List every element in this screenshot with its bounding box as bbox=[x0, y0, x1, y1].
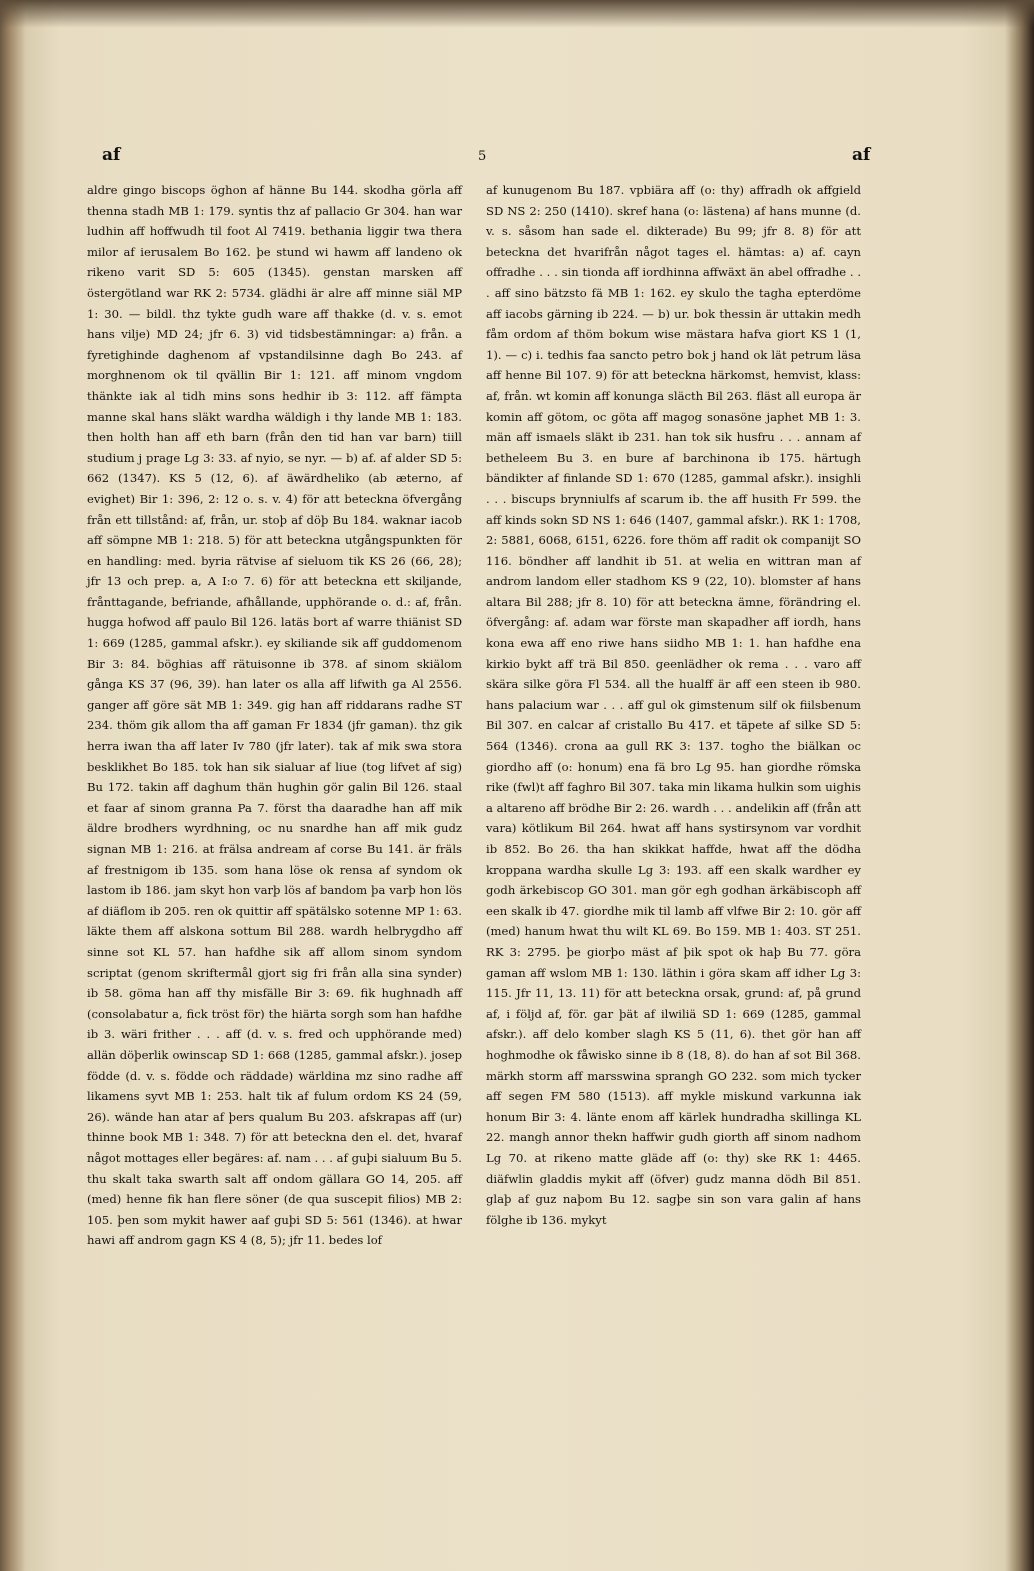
running-head-left: af bbox=[102, 145, 121, 165]
text-column-right bbox=[486, 180, 861, 1230]
running-head-right: af bbox=[852, 145, 871, 165]
page-top-shadow bbox=[0, 0, 1034, 28]
page-number: 5 bbox=[478, 149, 487, 164]
column-left-text: aldre gingo biscops öghon af hänne Bu 144. skodha görla aff thenna stadh MB 1: 179. syntis thz af pallacio Gr 304. han war ludhin aff hoffwudh til foot Al 7419. bethania liggir twa thera milor af ierusalem Bo 162. þe stund wi hawm aff landeno ok rikeno varit SD 5: 605 (1345). genstan marsken aff östergötland war RK 2: 5734. glädhi är alre aff minne siäl MP 1: 30. — bildl. thz tykte gudh ware aff thakke (d. v. s. emot hans vilje) MD 24; jfr 6. 3) vid tidsbestämningar: a) från. a fyretighinde daghenom af vpstandilsinne dagh Bo 243. af morghnenom ok til qvällin Bir 1: 121. aff minom vngdom thänkte iak al tidh mins sons hedhir ib 3: 112. aff fämpta manne skal hans släkt wardha wäldigh i thy lande MB 1: 183. then holth han aff eth barn (från den tid han var barn) tiill studium j prage Lg 3: 33. af nyio, se nyr. — b) af. af alder SD 5: 662 (1347). KS 5 (12, 6). af äwärdheliko (ab æterno, af evighet) Bir 1: 396, 2: 12 o. s. v. 4) för att beteckna öfvergång från ett tillstånd: af, från, ur. stoþ af döþ Bu 184. waknar iacob aff sömpne MB 1: 218. 5) för att beteckna utgångspunkten för en handling: med. byria rätvise af sieluom tik KS 26 (66, 28); jfr 13 och prep. a, A I:o 7. 6) för att beteckna ett skiljande, frånttagande, befriande, afhållande, upphörande o. d.: af, från. hugga hofwod aff paulo Bil 126. latäs bort af warre thiänist SD 1: 669 (1285, gammal afskr.). ey skiliande sik aff guddomenom Bir 3: 84. böghias aff rätuisonne ib 378. af sinom skiälom gånga KS 37 (96, 39). han later os alla aff lifwith ga Al 2556. ganger aff göre sät MB 1: 349. gig han aff riddarans radhe ST 234. thöm gik allom tha aff gaman Fr 1834 (jfr gaman). thz gik herra iwan tha aff later Iv 780 (jfr later). tak af mik swa stora besklikhet Bo 185. tok han sik sialuar af liue (tog lifvet af sig) Bu 172. takin aff daghum thän hughin gör galin Bil 126. staal et faar af sinom granna Pa 7. först tha daaradhe han aff mik äldre brodhers wyrdhning, oc nu snardhe han aff mik gudz signan MB 1: 216. at frälsa andream af corse Bu 141. är fräls af frestnigom ib 135. som hana löse ok rensa af syndom ok lastom ib 186. jam skyt hon varþ lös af bandom þa varþ hon lös af diäflom ib 205. ren ok quittir aff spätälsko sotenne MP 1: 63. läkte them aff alskona sottum Bil 288. wardh helbrygdho aff sinne sot KL 57. han hafdhe sik aff allom sinom syndom scriptat (genom skriftermål gjort sig fri från alla sina synder) ib 58. göma han aff thy misfälle Bir 3: 69. fik hughnadh aff (consolabatur a, fick tröst för) the hiärta sorgh som han hafdhe ib 3. wäri frither . . . aff (d. v. s. fred och upphörande med) allän döþerlik owinscap SD 1: 668 (1285, gammal afskr.). josep födde (d. v. s. födde och räddade) wärldina mz sino radhe aff likamens syvt MB 1: 253. halt tik af fulum ordom KS 24 (59, 26). wände han atar af þers qualum Bu 203. afskrapas aff (ur) thinne book MB 1: 348. 7) för att beteckna den el. det, hvaraf något mottages eller begäres: af. nam . . . af guþi sialuum Bu 5. thu skalt taka swarth salt aff ondom gällara GO 14, 205. aff (med) henne fik han flere söner (de qua suscepit filios) MB 2: 105. þen som mykit hawer aaf guþi SD 5: 561 (1346). at hwar hawi aff androm gagn KS 4 (8, 5); jfr 11. bedes lof bbox=[87, 183, 462, 1248]
text-column-left bbox=[87, 180, 462, 1251]
column-right-text: af kunugenom Bu 187. vpbiära aff (o: thy) affradh ok affgield SD NS 2: 250 (1410). skref hana (o: lästena) af hans munne (d. v. s. såsom han sade el. dikterade) Bu 99; jfr 8. 8) för att beteckna det hvarifrån något tages el. hämtas: a) af. cayn offradhe . . . sin tionda aff iordhinna affwäxt än abel offradhe . . . aff sino bätzsto fä MB 1: 162. ey skulo the tagha epterdöme aff iacobs gärning ib 224. — b) ur. bok thessin är uttakin medh fåm ordom af thöm bokum wise mästara hafva giort KS 1 (1, 1). — c) i. tedhis faa sancto petro bok j hand ok lät petrum läsa aff henne Bil 107. 9) för att beteckna härkomst, hemvist, klass: af, från. wt komin aff konunga släcth Bil 263. fläst all europa är komin aff götom, oc göta aff magog sonasöne japhet MB 1: 3. män aff ismaels släkt ib 231. han tok sik husfru . . . annam af betheleem Bu 3. en bure af barchinona ib 175. härtugh bändikter af finlande SD 1: 670 (1285, gammal afskr.). insighli . . . biscups brynniulfs af scarum ib. the aff husith Fr 599. the aff kinds sokn SD NS 1: 646 (1407, gammal afskr.). RK 1: 1708, 2: 5881, 6068, 6151, 6226. fore thöm aff radit ok companijt SO 116. böndher aff landhit ib 51. at welia en wittran man af androm landom eller stadhom KS 9 (22, 10). blomster af hans altara Bil 288; jfr 8. 10) för att beteckna ämne, förändring el. öfvergång: af. adam war förste man skapadher aff iordh, hans kona ewa aff eno riwe hans siidho MB 1: 1. han hafdhe ena kirkio bykt aff trä Bil 850. geenlädher ok rema . . . varo aff skära silke göra Fl 534. all the hualff är aff een steen ib 980. hans palacium war . . . aff gul ok gimstenum silf ok fiilsbenum Bil 307. en calcar af cristallo Bu 417. et täpete af silke SD 5: 564 (1346). crona aa gull RK 3: 137. togho the biälkan oc giordho aff (o: honum) ena fä bro Lg 95. han giordhe römska rike (fwl)t aff faghro Bil 307. taka min likama hulkin som uighis a altareno aff brödhe Bir 2: 26. wardh . . . andelikin aff (från att vara) kötlikum Bil 264. hwat aff hans systirsynom var vordhit ib 852. Bo 26. tha han skikkat haffde, hwat aff the dödha kroppana wardha skulle Lg 3: 193. aff een skalk wardher ey godh ärkebiscop GO 301. man gör egh godhan ärkäbiscoph aff een skalk ib 47. giordhe mik til lamb aff vlfwe Bir 2: 10. gör aff (med) hanum hwat thu wilt KL 69. Bo 159. MB 1: 403. ST 251. RK 3: 2795. þe giorþo mäst af þik spot ok haþ Bu 77. göra gaman aff wslom MB 1: 130. läthin i göra skam aff idher Lg 3: 115. Jfr 11, 13. 11) för att beteckna orsak, grund: af, på grund af, i följd af, för. gar þät af ilwiliä SD 1: 669 (1285, gammal afskr.). aff delo komber slagh KS 5 (11, 6). thet gör han aff hoghmodhe ok fåwisko sinne ib 8 (18, 8). do han af sot Bil 368. märkh storm aff marsswina sprangh GO 232. som mich tycker aff segen FM 580 (1513). aff mykle miskund varkunna iak honum Bir 3: 4. länte enom aff kärlek hundradha skillinga KL 22. mangh annor thekn haffwir gudh giorth aff sinom nadhom Lg 70. at rikeno matte gläde aff (o: thy) ske RK 1: 4465. diäfwlin gladdis mykit aff (öfver) gudz manna dödh Bil 851. glaþ af guz naþom Bu 12. sagþe sin son vara galin af hans fölghe ib 136. mykyt bbox=[486, 183, 861, 1227]
